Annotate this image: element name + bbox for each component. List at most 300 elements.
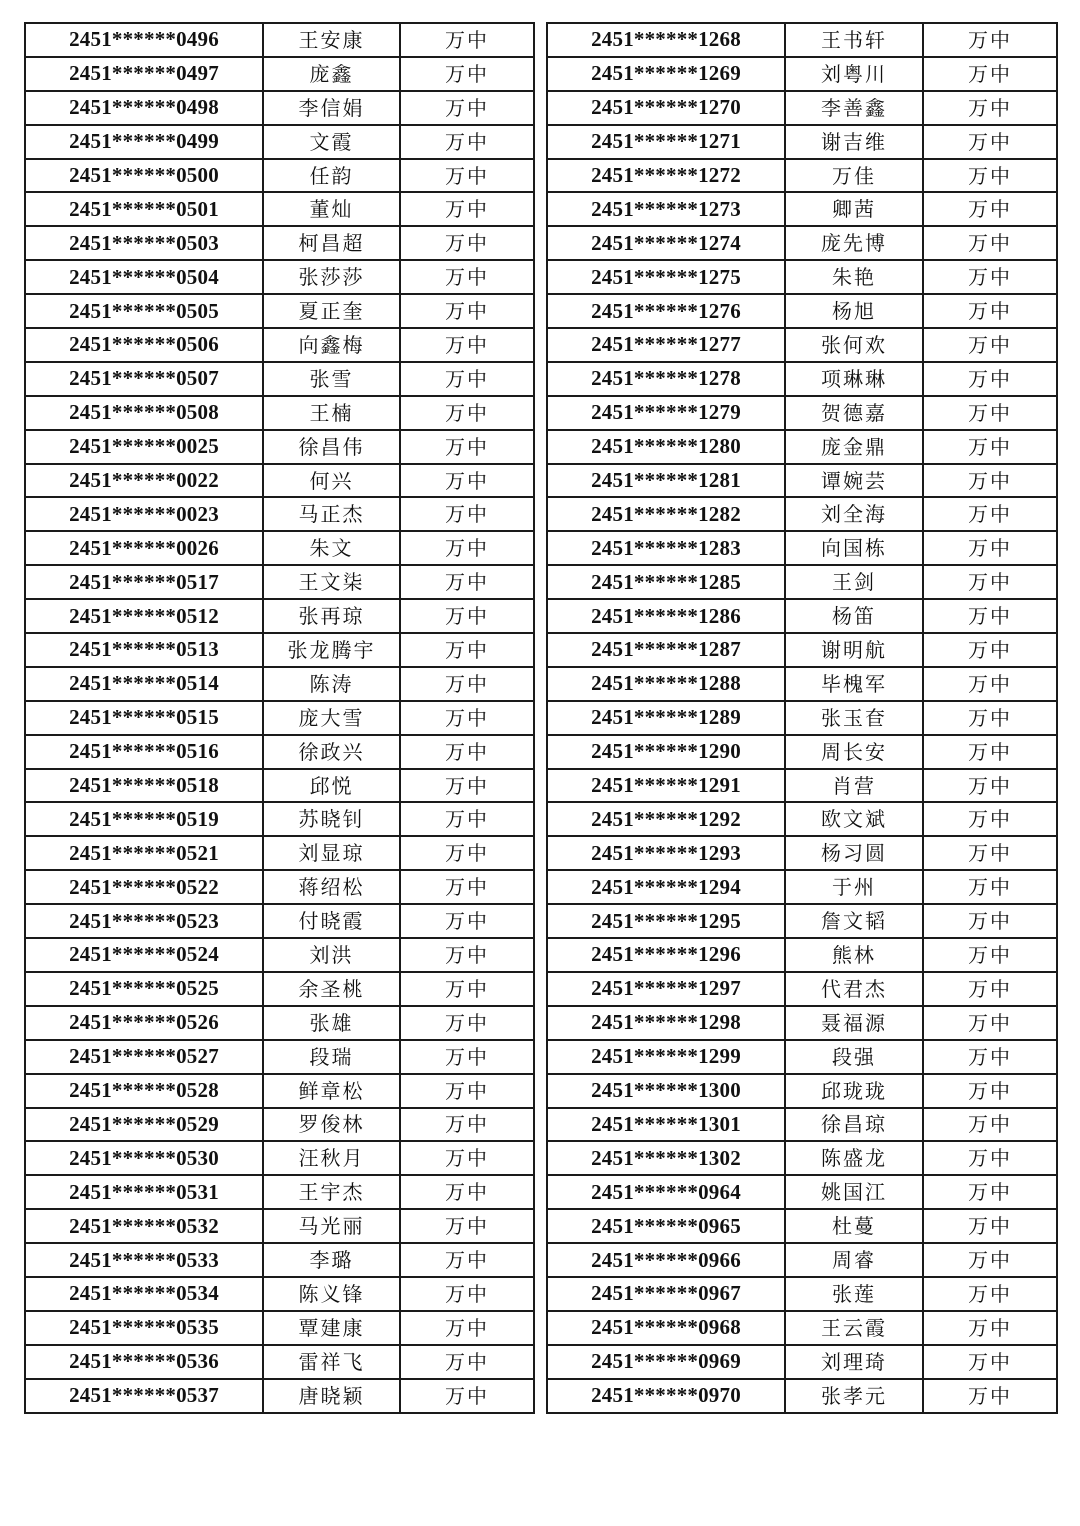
table-row bbox=[547, 667, 1057, 701]
school-cell: 万中 bbox=[400, 1074, 534, 1108]
school-cell: 万中 bbox=[923, 701, 1057, 735]
table-row bbox=[547, 870, 1057, 904]
table-row bbox=[547, 1108, 1057, 1142]
table-row bbox=[25, 362, 534, 396]
student-id-cell: 2451******0022 bbox=[25, 464, 263, 498]
table-row bbox=[25, 938, 534, 972]
school-cell: 万中 bbox=[400, 667, 534, 701]
student-id-cell: 2451******0507 bbox=[25, 362, 263, 396]
table-row bbox=[25, 1243, 534, 1277]
table-row bbox=[547, 1040, 1057, 1074]
table-row bbox=[547, 1074, 1057, 1108]
school-cell: 万中 bbox=[923, 497, 1057, 531]
table-row bbox=[25, 1379, 534, 1413]
table-row bbox=[25, 57, 534, 91]
school-cell: 万中 bbox=[400, 938, 534, 972]
student-id-cell: 2451******0506 bbox=[25, 328, 263, 362]
student-id-cell: 2451******0504 bbox=[25, 260, 263, 294]
school-cell: 万中 bbox=[923, 1345, 1057, 1379]
student-id-cell: 2451******0533 bbox=[25, 1243, 263, 1277]
student-id-cell: 2451******0534 bbox=[25, 1277, 263, 1311]
table-row bbox=[547, 23, 1057, 57]
student-id-cell: 2451******0517 bbox=[25, 565, 263, 599]
student-name-cell: 王书轩 bbox=[785, 23, 923, 57]
student-id-cell: 2451******1293 bbox=[547, 836, 785, 870]
student-name-cell: 刘显琼 bbox=[263, 836, 400, 870]
table-row bbox=[547, 1277, 1057, 1311]
school-cell: 万中 bbox=[400, 1141, 534, 1175]
student-name-cell: 项琳琳 bbox=[785, 362, 923, 396]
table-row bbox=[25, 735, 534, 769]
student-name-cell: 刘粤川 bbox=[785, 57, 923, 91]
student-name-cell: 付晓霞 bbox=[263, 904, 400, 938]
student-name-cell: 张再琼 bbox=[263, 599, 400, 633]
student-name-cell: 张玉奆 bbox=[785, 701, 923, 735]
student-name-cell: 何兴 bbox=[263, 464, 400, 498]
table-row bbox=[547, 972, 1057, 1006]
student-name-cell: 马正杰 bbox=[263, 497, 400, 531]
student-name-cell: 毕槐军 bbox=[785, 667, 923, 701]
student-name-cell: 张孝元 bbox=[785, 1379, 923, 1413]
student-id-cell: 2451******0505 bbox=[25, 294, 263, 328]
student-id-cell: 2451******1296 bbox=[547, 938, 785, 972]
student-id-cell: 2451******0515 bbox=[25, 701, 263, 735]
school-cell: 万中 bbox=[923, 870, 1057, 904]
student-id-cell: 2451******0526 bbox=[25, 1006, 263, 1040]
student-id-cell: 2451******0508 bbox=[25, 396, 263, 430]
student-id-cell: 2451******1268 bbox=[547, 23, 785, 57]
student-name-cell: 唐晓颖 bbox=[263, 1379, 400, 1413]
school-cell: 万中 bbox=[923, 159, 1057, 193]
table-row bbox=[547, 836, 1057, 870]
student-name-cell: 杨习圆 bbox=[785, 836, 923, 870]
student-name-cell: 王宇杰 bbox=[263, 1175, 400, 1209]
student-id-cell: 2451******0970 bbox=[547, 1379, 785, 1413]
school-cell: 万中 bbox=[400, 464, 534, 498]
school-cell: 万中 bbox=[400, 91, 534, 125]
student-name-cell: 李璐 bbox=[263, 1243, 400, 1277]
school-cell: 万中 bbox=[923, 531, 1057, 565]
student-name-cell: 王楠 bbox=[263, 396, 400, 430]
student-id-cell: 2451******0967 bbox=[547, 1277, 785, 1311]
school-cell: 万中 bbox=[923, 836, 1057, 870]
student-id-cell: 2451******1301 bbox=[547, 1108, 785, 1142]
student-name-cell: 柯昌超 bbox=[263, 226, 400, 260]
table-row bbox=[547, 260, 1057, 294]
table-row bbox=[25, 23, 534, 57]
student-name-cell: 杨笛 bbox=[785, 599, 923, 633]
student-name-cell: 董灿 bbox=[263, 192, 400, 226]
school-cell: 万中 bbox=[400, 1243, 534, 1277]
student-name-cell: 杨旭 bbox=[785, 294, 923, 328]
school-cell: 万中 bbox=[923, 1311, 1057, 1345]
student-name-cell: 张何欢 bbox=[785, 328, 923, 362]
table-row bbox=[25, 1209, 534, 1243]
student-name-cell: 邱悦 bbox=[263, 769, 400, 803]
school-cell: 万中 bbox=[400, 701, 534, 735]
table-row bbox=[25, 1108, 534, 1142]
table-row bbox=[25, 497, 534, 531]
school-cell: 万中 bbox=[923, 769, 1057, 803]
student-id-cell: 2451******1278 bbox=[547, 362, 785, 396]
student-id-cell: 2451******1271 bbox=[547, 125, 785, 159]
student-name-cell: 文霞 bbox=[263, 125, 400, 159]
school-cell: 万中 bbox=[400, 57, 534, 91]
school-cell: 万中 bbox=[400, 1175, 534, 1209]
table-row bbox=[25, 802, 534, 836]
student-id-cell: 2451******0527 bbox=[25, 1040, 263, 1074]
table-row bbox=[25, 226, 534, 260]
student-id-cell: 2451******0536 bbox=[25, 1345, 263, 1379]
school-cell: 万中 bbox=[400, 565, 534, 599]
table-row bbox=[547, 226, 1057, 260]
student-name-cell: 邱珑珑 bbox=[785, 1074, 923, 1108]
student-name-cell: 李善鑫 bbox=[785, 91, 923, 125]
school-cell: 万中 bbox=[923, 1277, 1057, 1311]
right-roster-body bbox=[547, 23, 1057, 1413]
student-id-cell: 2451******0964 bbox=[547, 1175, 785, 1209]
school-cell: 万中 bbox=[923, 91, 1057, 125]
student-id-cell: 2451******0968 bbox=[547, 1311, 785, 1345]
school-cell: 万中 bbox=[400, 362, 534, 396]
student-name-cell: 贺德嘉 bbox=[785, 396, 923, 430]
table-row bbox=[547, 1006, 1057, 1040]
school-cell: 万中 bbox=[923, 396, 1057, 430]
student-id-cell: 2451******1277 bbox=[547, 328, 785, 362]
student-name-cell: 王云霞 bbox=[785, 1311, 923, 1345]
school-cell: 万中 bbox=[400, 226, 534, 260]
school-cell: 万中 bbox=[923, 565, 1057, 599]
table-row bbox=[25, 531, 534, 565]
school-cell: 万中 bbox=[923, 294, 1057, 328]
student-id-cell: 2451******1287 bbox=[547, 633, 785, 667]
student-name-cell: 覃建康 bbox=[263, 1311, 400, 1345]
student-name-cell: 朱文 bbox=[263, 531, 400, 565]
student-name-cell: 向国栋 bbox=[785, 531, 923, 565]
school-cell: 万中 bbox=[400, 735, 534, 769]
school-cell: 万中 bbox=[400, 1108, 534, 1142]
student-name-cell: 詹文韬 bbox=[785, 904, 923, 938]
table-row bbox=[547, 497, 1057, 531]
school-cell: 万中 bbox=[400, 904, 534, 938]
school-cell: 万中 bbox=[400, 294, 534, 328]
table-row bbox=[25, 1074, 534, 1108]
table-row bbox=[25, 1141, 534, 1175]
student-name-cell: 张龙腾宇 bbox=[263, 633, 400, 667]
student-id-cell: 2451******1281 bbox=[547, 464, 785, 498]
school-cell: 万中 bbox=[400, 1277, 534, 1311]
school-cell: 万中 bbox=[923, 1141, 1057, 1175]
school-cell: 万中 bbox=[400, 328, 534, 362]
table-row bbox=[547, 362, 1057, 396]
student-id-cell: 2451******0530 bbox=[25, 1141, 263, 1175]
table-row bbox=[25, 836, 534, 870]
student-name-cell: 聂福源 bbox=[785, 1006, 923, 1040]
table-row bbox=[25, 1345, 534, 1379]
student-name-cell: 万佳 bbox=[785, 159, 923, 193]
student-id-cell: 2451******0499 bbox=[25, 125, 263, 159]
student-name-cell: 苏晓钊 bbox=[263, 802, 400, 836]
student-id-cell: 2451******0512 bbox=[25, 599, 263, 633]
table-row bbox=[547, 1243, 1057, 1277]
table-row bbox=[25, 904, 534, 938]
table-row bbox=[547, 633, 1057, 667]
table-row bbox=[25, 260, 534, 294]
student-id-cell: 2451******1285 bbox=[547, 565, 785, 599]
table-row bbox=[25, 1175, 534, 1209]
student-id-cell: 2451******1295 bbox=[547, 904, 785, 938]
school-cell: 万中 bbox=[923, 1209, 1057, 1243]
student-name-cell: 李信娟 bbox=[263, 91, 400, 125]
school-cell: 万中 bbox=[400, 497, 534, 531]
table-row bbox=[547, 1311, 1057, 1345]
student-id-cell: 2451******1269 bbox=[547, 57, 785, 91]
school-cell: 万中 bbox=[400, 159, 534, 193]
student-name-cell: 于州 bbox=[785, 870, 923, 904]
school-cell: 万中 bbox=[923, 1243, 1057, 1277]
student-id-cell: 2451******0496 bbox=[25, 23, 263, 57]
student-id-cell: 2451******0500 bbox=[25, 159, 263, 193]
school-cell: 万中 bbox=[923, 362, 1057, 396]
student-id-cell: 2451******1298 bbox=[547, 1006, 785, 1040]
school-cell: 万中 bbox=[923, 972, 1057, 1006]
student-id-cell: 2451******0513 bbox=[25, 633, 263, 667]
table-row bbox=[547, 1141, 1057, 1175]
table-row bbox=[547, 159, 1057, 193]
student-id-cell: 2451******0965 bbox=[547, 1209, 785, 1243]
student-name-cell: 陈盛龙 bbox=[785, 1141, 923, 1175]
student-id-cell: 2451******1272 bbox=[547, 159, 785, 193]
student-id-cell: 2451******0514 bbox=[25, 667, 263, 701]
student-name-cell: 张莲 bbox=[785, 1277, 923, 1311]
table-row bbox=[547, 57, 1057, 91]
student-id-cell: 2451******1290 bbox=[547, 735, 785, 769]
student-id-cell: 2451******0535 bbox=[25, 1311, 263, 1345]
student-id-cell: 2451******0525 bbox=[25, 972, 263, 1006]
student-name-cell: 段强 bbox=[785, 1040, 923, 1074]
student-name-cell: 肖营 bbox=[785, 769, 923, 803]
student-name-cell: 庞先博 bbox=[785, 226, 923, 260]
student-name-cell: 王剑 bbox=[785, 565, 923, 599]
student-id-cell: 2451******1294 bbox=[547, 870, 785, 904]
school-cell: 万中 bbox=[400, 23, 534, 57]
table-row bbox=[547, 938, 1057, 972]
student-name-cell: 汪秋月 bbox=[263, 1141, 400, 1175]
student-name-cell: 罗俊林 bbox=[263, 1108, 400, 1142]
student-name-cell: 谢吉维 bbox=[785, 125, 923, 159]
school-cell: 万中 bbox=[400, 1379, 534, 1413]
student-id-cell: 2451******1280 bbox=[547, 430, 785, 464]
table-row bbox=[547, 599, 1057, 633]
school-cell: 万中 bbox=[400, 125, 534, 159]
table-row bbox=[25, 430, 534, 464]
student-id-cell: 2451******0501 bbox=[25, 192, 263, 226]
table-row bbox=[547, 328, 1057, 362]
student-name-cell: 代君杰 bbox=[785, 972, 923, 1006]
table-row bbox=[547, 1175, 1057, 1209]
school-cell: 万中 bbox=[923, 633, 1057, 667]
student-name-cell: 谭婉芸 bbox=[785, 464, 923, 498]
school-cell: 万中 bbox=[400, 972, 534, 1006]
student-name-cell: 庞大雪 bbox=[263, 701, 400, 735]
table-row bbox=[547, 1379, 1057, 1413]
student-id-cell: 2451******0966 bbox=[547, 1243, 785, 1277]
student-name-cell: 陈义锋 bbox=[263, 1277, 400, 1311]
left-roster-body bbox=[25, 23, 534, 1413]
table-row bbox=[25, 125, 534, 159]
student-id-cell: 2451******0516 bbox=[25, 735, 263, 769]
student-name-cell: 向鑫梅 bbox=[263, 328, 400, 362]
student-name-cell: 王文柒 bbox=[263, 565, 400, 599]
student-id-cell: 2451******1297 bbox=[547, 972, 785, 1006]
student-name-cell: 周长安 bbox=[785, 735, 923, 769]
left-roster-table bbox=[24, 22, 535, 1414]
student-id-cell: 2451******0497 bbox=[25, 57, 263, 91]
table-row bbox=[25, 701, 534, 735]
school-cell: 万中 bbox=[400, 836, 534, 870]
student-id-cell: 2451******0498 bbox=[25, 91, 263, 125]
student-name-cell: 夏正奎 bbox=[263, 294, 400, 328]
table-row bbox=[25, 192, 534, 226]
table-row bbox=[547, 125, 1057, 159]
table-row bbox=[25, 667, 534, 701]
student-name-cell: 卿茜 bbox=[785, 192, 923, 226]
student-id-cell: 2451******0532 bbox=[25, 1209, 263, 1243]
school-cell: 万中 bbox=[400, 1311, 534, 1345]
school-cell: 万中 bbox=[400, 1345, 534, 1379]
school-cell: 万中 bbox=[923, 938, 1057, 972]
school-cell: 万中 bbox=[923, 735, 1057, 769]
student-name-cell: 雷祥飞 bbox=[263, 1345, 400, 1379]
student-id-cell: 2451******1302 bbox=[547, 1141, 785, 1175]
table-row bbox=[547, 735, 1057, 769]
student-name-cell: 陈涛 bbox=[263, 667, 400, 701]
school-cell: 万中 bbox=[400, 531, 534, 565]
school-cell: 万中 bbox=[400, 396, 534, 430]
table-row bbox=[25, 328, 534, 362]
student-id-cell: 2451******1282 bbox=[547, 497, 785, 531]
student-id-cell: 2451******1273 bbox=[547, 192, 785, 226]
school-cell: 万中 bbox=[923, 328, 1057, 362]
table-row bbox=[25, 972, 534, 1006]
student-name-cell: 姚国江 bbox=[785, 1175, 923, 1209]
school-cell: 万中 bbox=[400, 1006, 534, 1040]
table-row bbox=[547, 430, 1057, 464]
student-name-cell: 鲜章松 bbox=[263, 1074, 400, 1108]
student-id-cell: 2451******0524 bbox=[25, 938, 263, 972]
student-name-cell: 杜蔓 bbox=[785, 1209, 923, 1243]
student-name-cell: 徐昌伟 bbox=[263, 430, 400, 464]
student-id-cell: 2451******0529 bbox=[25, 1108, 263, 1142]
table-row bbox=[25, 1006, 534, 1040]
table-row bbox=[25, 870, 534, 904]
school-cell: 万中 bbox=[923, 1040, 1057, 1074]
school-cell: 万中 bbox=[923, 904, 1057, 938]
school-cell: 万中 bbox=[400, 260, 534, 294]
student-name-cell: 段瑞 bbox=[263, 1040, 400, 1074]
student-id-cell: 2451******1270 bbox=[547, 91, 785, 125]
school-cell: 万中 bbox=[923, 226, 1057, 260]
student-name-cell: 马光丽 bbox=[263, 1209, 400, 1243]
student-id-cell: 2451******0522 bbox=[25, 870, 263, 904]
school-cell: 万中 bbox=[923, 260, 1057, 294]
table-row bbox=[25, 1040, 534, 1074]
student-name-cell: 张雪 bbox=[263, 362, 400, 396]
table-row bbox=[25, 294, 534, 328]
table-row bbox=[547, 904, 1057, 938]
table-row bbox=[547, 531, 1057, 565]
school-cell: 万中 bbox=[400, 192, 534, 226]
school-cell: 万中 bbox=[400, 802, 534, 836]
school-cell: 万中 bbox=[923, 1379, 1057, 1413]
school-cell: 万中 bbox=[923, 430, 1057, 464]
student-id-cell: 2451******1291 bbox=[547, 769, 785, 803]
school-cell: 万中 bbox=[923, 667, 1057, 701]
student-id-cell: 2451******0523 bbox=[25, 904, 263, 938]
student-id-cell: 2451******0518 bbox=[25, 769, 263, 803]
school-cell: 万中 bbox=[923, 802, 1057, 836]
student-id-cell: 2451******0503 bbox=[25, 226, 263, 260]
student-name-cell: 蒋绍松 bbox=[263, 870, 400, 904]
table-row bbox=[25, 769, 534, 803]
table-row bbox=[25, 159, 534, 193]
school-cell: 万中 bbox=[400, 1040, 534, 1074]
school-cell: 万中 bbox=[923, 192, 1057, 226]
student-name-cell: 刘全海 bbox=[785, 497, 923, 531]
student-name-cell: 庞鑫 bbox=[263, 57, 400, 91]
school-cell: 万中 bbox=[400, 769, 534, 803]
student-id-cell: 2451******1288 bbox=[547, 667, 785, 701]
student-id-cell: 2451******0026 bbox=[25, 531, 263, 565]
school-cell: 万中 bbox=[923, 1175, 1057, 1209]
student-name-cell: 张莎莎 bbox=[263, 260, 400, 294]
student-id-cell: 2451******1300 bbox=[547, 1074, 785, 1108]
table-row bbox=[547, 769, 1057, 803]
student-id-cell: 2451******1283 bbox=[547, 531, 785, 565]
table-row bbox=[25, 1311, 534, 1345]
student-name-cell: 周睿 bbox=[785, 1243, 923, 1277]
school-cell: 万中 bbox=[923, 23, 1057, 57]
student-id-cell: 2451******1276 bbox=[547, 294, 785, 328]
student-name-cell: 庞金鼎 bbox=[785, 430, 923, 464]
table-row bbox=[547, 701, 1057, 735]
table-row bbox=[547, 396, 1057, 430]
table-row bbox=[547, 91, 1057, 125]
school-cell: 万中 bbox=[923, 125, 1057, 159]
student-name-cell: 张雄 bbox=[263, 1006, 400, 1040]
student-id-cell: 2451******0023 bbox=[25, 497, 263, 531]
student-id-cell: 2451******0025 bbox=[25, 430, 263, 464]
student-id-cell: 2451******1275 bbox=[547, 260, 785, 294]
table-row bbox=[547, 565, 1057, 599]
table-row bbox=[25, 565, 534, 599]
student-id-cell: 2451******0969 bbox=[547, 1345, 785, 1379]
school-cell: 万中 bbox=[923, 57, 1057, 91]
student-name-cell: 任韵 bbox=[263, 159, 400, 193]
right-roster-table bbox=[546, 22, 1058, 1414]
table-row bbox=[547, 802, 1057, 836]
school-cell: 万中 bbox=[400, 870, 534, 904]
student-id-cell: 2451******0528 bbox=[25, 1074, 263, 1108]
table-row bbox=[547, 1345, 1057, 1379]
student-id-cell: 2451******0519 bbox=[25, 802, 263, 836]
student-name-cell: 熊林 bbox=[785, 938, 923, 972]
school-cell: 万中 bbox=[400, 430, 534, 464]
school-cell: 万中 bbox=[400, 633, 534, 667]
table-row bbox=[547, 294, 1057, 328]
table-row bbox=[547, 464, 1057, 498]
school-cell: 万中 bbox=[923, 1006, 1057, 1040]
